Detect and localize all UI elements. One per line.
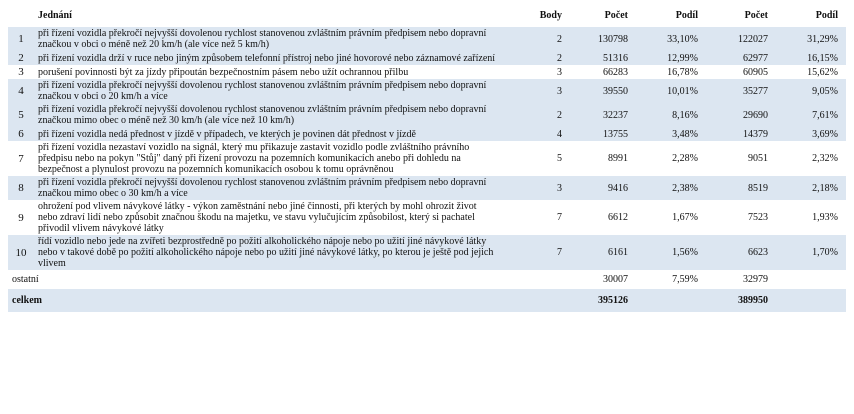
row-description: při řízení vozidla překročí nejvyšší dovolenou rychlost stanovenou zvláštním právním předpisem nebo dopravní značkou v obci o méně než 20 km/h (ale více než 5 km/h) xyxy=(34,27,500,51)
row-description: při řízení vozidla překročí nejvyšší dovolenou rychlost stanovenou zvláštním právním předpisem nebo dopravní značkou mimo obec o 30 km/h a více xyxy=(34,176,500,200)
row-points: 7 xyxy=(557,212,562,224)
row-count-a: 66283 xyxy=(603,66,628,78)
table-row xyxy=(8,127,846,141)
row-count-a: 13755 xyxy=(570,127,636,141)
total-count-b: 389950 xyxy=(706,289,776,312)
row-count-a: 6161 xyxy=(570,235,636,270)
header-body: Body xyxy=(539,10,562,21)
row-count-a: 130798 xyxy=(570,27,636,51)
total-row xyxy=(8,289,846,312)
row-share-a: 3,48% xyxy=(636,127,706,141)
table-row xyxy=(8,176,846,200)
table-row xyxy=(8,141,846,176)
header-share-a: Podíl xyxy=(675,10,698,21)
row-count-a: 9416 xyxy=(570,176,636,200)
total-count-a: 395126 xyxy=(570,289,636,312)
row-share-b: 7,61% xyxy=(776,103,846,127)
row-points: 3 xyxy=(500,79,570,103)
row-share-b: 2,32% xyxy=(812,153,838,165)
row-count-a: 32237 xyxy=(570,103,636,127)
row-share-b: 15,62% xyxy=(807,66,838,78)
row-count-a: 51316 xyxy=(570,51,636,65)
row-points: 3 xyxy=(500,176,570,200)
row-share-b: 1,70% xyxy=(776,235,846,270)
offenses-table xyxy=(8,6,846,312)
row-description: při řízení vozidla překročí nejvyšší dovolenou rychlost stanovenou zvláštním právním předpisem nebo dopravní značkou v obci o 20 km/h a více xyxy=(34,79,500,103)
row-number: 9 xyxy=(18,211,24,224)
row-description: porušení povinnosti být za jízdy připoután bezpečnostním pásem nebo užít ochrannou přilbu xyxy=(38,66,409,78)
row-number: 5 xyxy=(8,103,34,127)
row-description: při řízení vozidla drží v ruce nebo jiným způsobem telefonní přístroj nebo jiné hovorové nebo záznamové zařízení xyxy=(34,51,500,65)
table-row xyxy=(8,65,846,79)
table-row xyxy=(8,200,846,235)
header-count-b: Počet xyxy=(744,10,768,21)
row-count-b: 60905 xyxy=(743,66,768,78)
row-number: 3 xyxy=(18,66,24,79)
row-number: 4 xyxy=(8,79,34,103)
header-count-a: Počet xyxy=(604,10,628,21)
row-points: 5 xyxy=(557,153,562,165)
row-share-a: 10,01% xyxy=(636,79,706,103)
total-label: celkem xyxy=(8,289,570,312)
row-points: 2 xyxy=(500,27,570,51)
row-number: 8 xyxy=(8,176,34,200)
row-description: při řízení vozidla překročí nejvyšší dovolenou rychlost stanovenou zvláštním právním předpisem nebo dopravní značkou mimo obec o méně než 30 km/h (ale více než 10 km/h) xyxy=(34,103,500,127)
row-share-a: 12,99% xyxy=(636,51,706,65)
row-description: ohrožení pod vlivem návykové látky - výkon zaměstnání nebo jiné činnosti, při kterých by mohl ohrozit život nebo zdraví lidí nebo způsobit značnou škodu na majetku, ve stavu vylučujícím způsobilost, který si pachatel přivodil vlivem návykové látky xyxy=(38,201,477,235)
row-count-b: 14379 xyxy=(706,127,776,141)
row-description: řídí vozidlo nebo jede na zvířeti bezprostředně po požití alkoholického nápoje nebo po užití jiné návykové látky nebo v takové době po požití alkoholického nápoje nebo po užití jiné návykové látky, po kterou je ještě pod jejich vlivem xyxy=(34,235,500,270)
row-count-b: 8519 xyxy=(706,176,776,200)
other-count-a: 30007 xyxy=(603,274,628,286)
other-row xyxy=(8,270,846,289)
other-share-a: 7,59% xyxy=(672,274,698,286)
row-points: 7 xyxy=(500,235,570,270)
row-count-a: 8991 xyxy=(608,153,628,165)
row-count-b: 9051 xyxy=(748,153,768,165)
row-share-a: 1,67% xyxy=(672,212,698,224)
total-share-a xyxy=(636,289,706,312)
row-share-b: 31,29% xyxy=(776,27,846,51)
row-share-a: 2,28% xyxy=(672,153,698,165)
row-count-b: 62977 xyxy=(706,51,776,65)
row-points: 2 xyxy=(500,51,570,65)
row-number: 2 xyxy=(8,51,34,65)
other-share-b xyxy=(776,270,846,289)
row-count-a: 39550 xyxy=(570,79,636,103)
row-number: 10 xyxy=(8,235,34,270)
row-description: při řízení vozidla nedá přednost v jízdě v případech, ve kterých je povinen dát přednost v jízdě xyxy=(34,127,500,141)
other-count-b: 32979 xyxy=(743,274,768,286)
row-share-b: 3,69% xyxy=(776,127,846,141)
header-jednani: Jednání xyxy=(38,10,72,21)
row-description: při řízení vozidla nezastaví vozidlo na signál, který mu přikazuje zastavit vozidlo podle zvláštního právního předpisu nebo na pokyn "Stůj" daný při řízení provozu na pozemních komunikacích anebo při dohledu na bezpečnost a plynulost provozu na pozemních komunikacích osobou k tomu oprávněnou xyxy=(38,142,470,176)
table-row xyxy=(8,79,846,103)
row-share-a: 1,56% xyxy=(636,235,706,270)
row-points: 3 xyxy=(557,66,562,78)
row-number: 1 xyxy=(8,27,34,51)
row-number: 7 xyxy=(18,152,24,165)
row-share-a: 16,78% xyxy=(667,66,698,78)
header-share-b: Podíl xyxy=(815,10,838,21)
row-share-a: 2,38% xyxy=(636,176,706,200)
header-row xyxy=(8,6,846,27)
table-row xyxy=(8,103,846,127)
row-share-a: 33,10% xyxy=(636,27,706,51)
row-points: 2 xyxy=(500,103,570,127)
row-count-b: 35277 xyxy=(706,79,776,103)
table-row xyxy=(8,51,846,65)
row-count-a: 6612 xyxy=(608,212,628,224)
table-row xyxy=(8,27,846,51)
other-label: ostatní xyxy=(12,274,39,286)
row-count-b: 122027 xyxy=(706,27,776,51)
row-share-b: 2,18% xyxy=(776,176,846,200)
table-row xyxy=(8,235,846,270)
row-share-b: 16,15% xyxy=(776,51,846,65)
row-count-b: 7523 xyxy=(748,212,768,224)
row-share-b: 1,93% xyxy=(812,212,838,224)
row-number: 6 xyxy=(8,127,34,141)
row-share-a: 8,16% xyxy=(636,103,706,127)
row-count-b: 29690 xyxy=(706,103,776,127)
row-count-b: 6623 xyxy=(706,235,776,270)
row-share-b: 9,05% xyxy=(776,79,846,103)
row-points: 4 xyxy=(500,127,570,141)
header-number xyxy=(8,6,34,27)
total-share-b xyxy=(776,289,846,312)
